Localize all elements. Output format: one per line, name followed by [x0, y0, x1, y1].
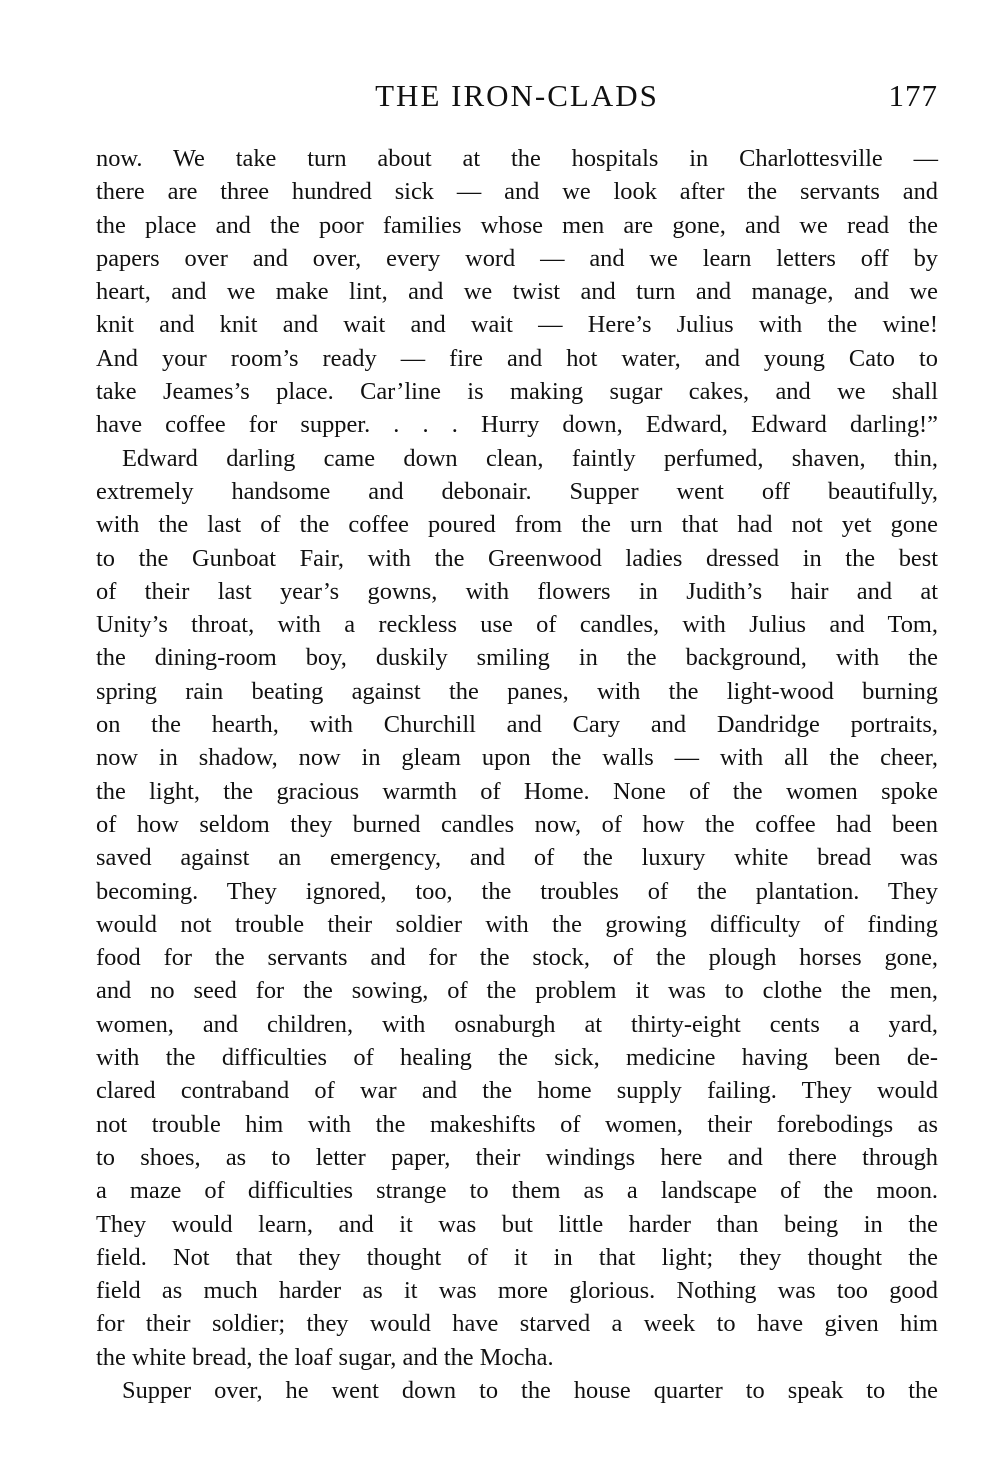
body-text — [96, 142, 938, 1407]
text-line: not trouble him with the makeshifts of women, their forebodings as — [96, 1110, 938, 1138]
text-line: papers over and over, every word — and we learn letters off by — [96, 244, 938, 272]
text-line: field as much harder as it was more glorious. Nothing was too good — [96, 1277, 938, 1305]
text-line: food for the servants and for the stock, of the plough horses gone, — [96, 944, 938, 972]
text-line: spring rain beating against the panes, with the light-wood burning — [96, 677, 938, 705]
text-line: to shoes, as to letter paper, their windings here and there through — [96, 1143, 938, 1171]
text-line: And your room’s ready — fire and hot water, and young Cato to — [96, 344, 938, 372]
text-line: a maze of difficulties strange to them as a landscape of the moon. — [96, 1177, 938, 1205]
text-line: to the Gunboat Fair, with the Greenwood ladies dressed in the best — [96, 544, 938, 572]
text-line: women, and children, with osnaburgh at thirty-eight cents a yard, — [96, 1010, 938, 1038]
running-title: THE IRON-CLADS — [375, 78, 659, 113]
text-line: of how seldom they burned candles now, of how the coffee had been — [96, 810, 938, 838]
paragraph-1 — [96, 142, 938, 442]
text-line: of their last year’s gowns, with flowers in Judith’s hair and at — [96, 577, 938, 605]
text-line: field. Not that they thought of it in that light; they thought the — [96, 1243, 938, 1271]
text-line: with the last of the coffee poured from the urn that had not yet gone — [96, 511, 938, 539]
text-line: on the hearth, with Churchill and Cary and Dandridge portraits, — [96, 711, 938, 739]
text-line: there are three hundred sick — and we look after the servants and — [96, 178, 938, 206]
text-line: extremely handsome and debonair. Supper went off beautifully, — [96, 477, 938, 505]
text-line: take Jeames’s place. Car’line is making sugar cakes, and we shall — [96, 378, 938, 406]
text-line: the white bread, the loaf sugar, and the Mocha. — [96, 1343, 554, 1371]
text-line: clared contraband of war and the home supply failing. They would — [96, 1077, 938, 1105]
page-number: 177 — [888, 78, 938, 113]
text-line: Unity’s throat, with a reckless use of candles, with Julius and Tom, — [96, 611, 938, 639]
text-line: now in shadow, now in gleam upon the walls — with all the cheer, — [96, 744, 938, 772]
text-line: saved against an emergency, and of the luxury white bread was — [96, 844, 938, 872]
text-line: the light, the gracious warmth of Home. None of the women spoke — [96, 777, 938, 805]
page-header — [96, 74, 938, 118]
text-line: Edward darling came down clean, faintly perfumed, shaven, thin, — [122, 444, 938, 472]
text-line: becoming. They ignored, too, the troubles of the plantation. They — [96, 877, 938, 905]
text-line: with the difficulties of healing the sick, medicine having been de- — [96, 1044, 938, 1072]
text-line: Supper over, he went down to the house quarter to speak to the — [122, 1376, 938, 1404]
text-line: knit and knit and wait and wait — Here’s Julius with the wine! — [96, 311, 938, 339]
paragraph-3 — [96, 1374, 938, 1407]
text-line: for their soldier; they would have starved a week to have given him — [96, 1310, 938, 1338]
text-line: have coffee for supper. . . . Hurry down, Edward, Edward darling!” — [96, 411, 938, 439]
text-line: They would learn, and it was but little harder than being in the — [96, 1210, 938, 1238]
text-line: the place and the poor families whose men are gone, and we read the — [96, 211, 938, 239]
text-line: the dining-room boy, duskily smiling in the background, with the — [96, 644, 938, 672]
text-line: would not trouble their soldier with the growing difficulty of finding — [96, 910, 938, 938]
text-line: heart, and we make lint, and we twist and turn and manage, and we — [96, 278, 938, 306]
paragraph-2 — [96, 442, 938, 1374]
text-line: now. We take turn about at the hospitals in Charlottesville — — [96, 145, 938, 172]
text-line: and no seed for the sowing, of the problem it was to clothe the men, — [96, 977, 938, 1005]
